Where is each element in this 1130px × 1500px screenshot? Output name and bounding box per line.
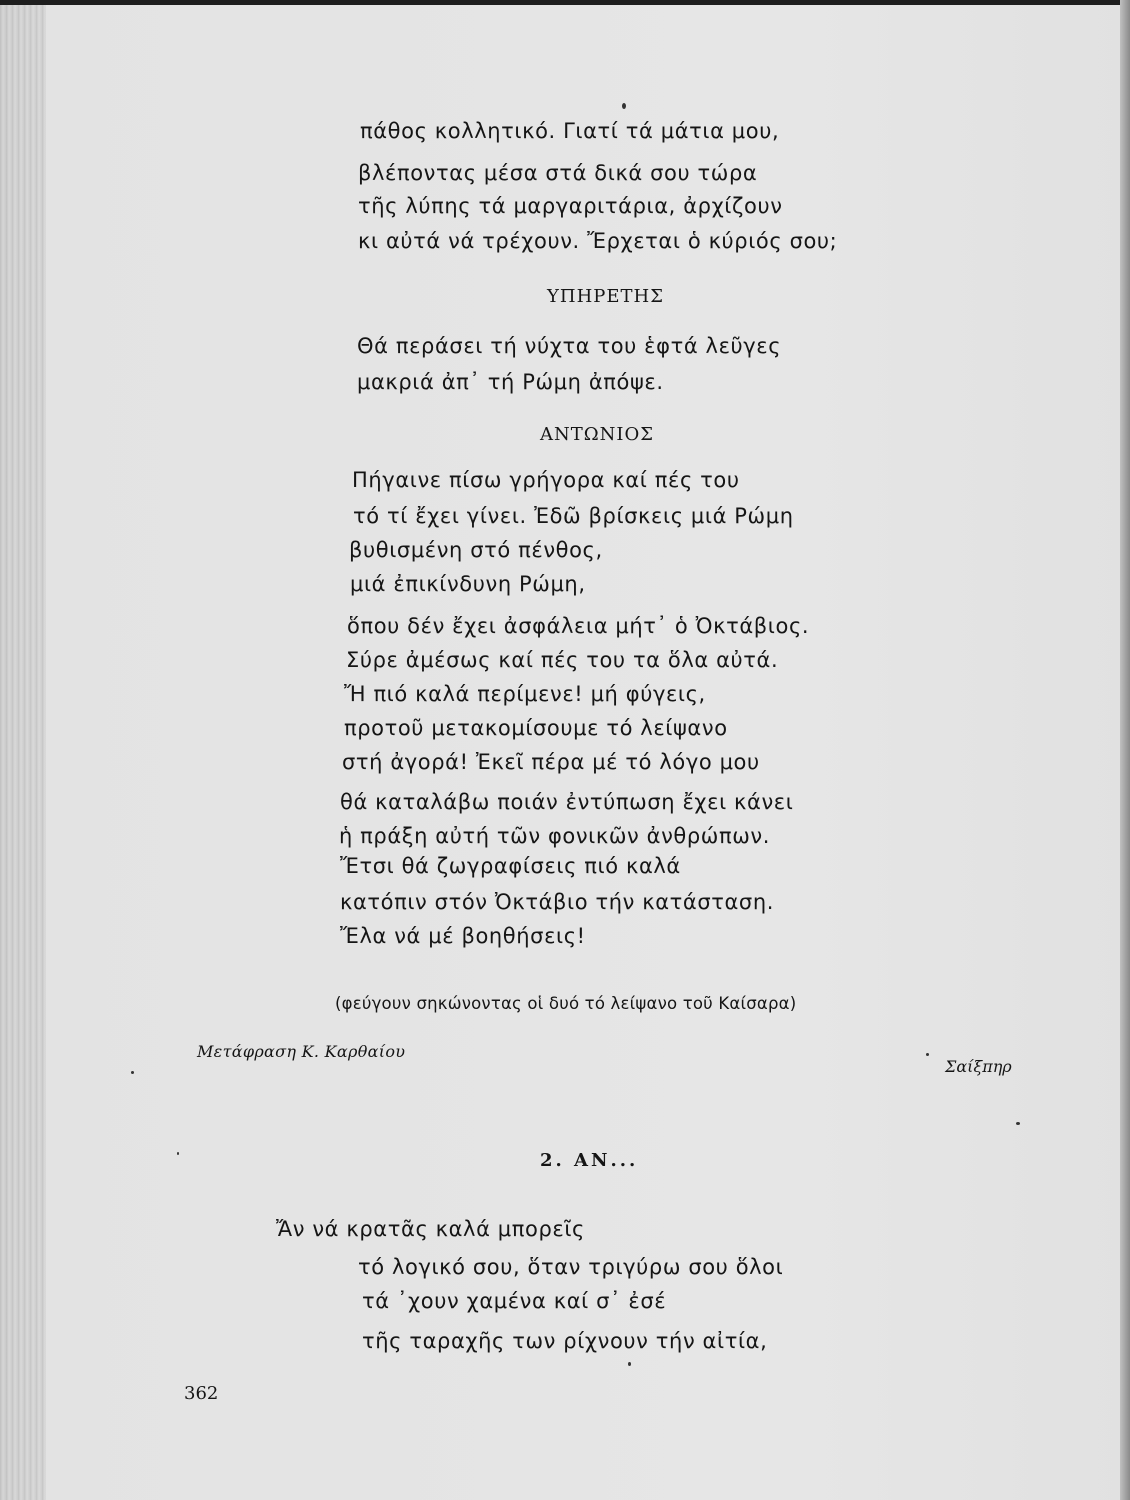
verse-line: Ἔτσι θά ζωγραφίσεις πιό καλά bbox=[340, 854, 681, 878]
poem-title: 2. ΑΝ... bbox=[540, 1150, 639, 1171]
verse-line: κι αὐτά νά τρέχουν. Ἔρχεται ὁ κύριός σου; bbox=[358, 229, 838, 253]
poem-line: Ἄν νά κρατᾶς καλά μπορεῖς bbox=[276, 1217, 585, 1241]
verse-line: στή ἀγορά! Ἐκεῖ πέρα μέ τό λόγο μου bbox=[342, 750, 760, 774]
speaker-name: ΥΠΗΡΕΤΗΣ bbox=[547, 286, 664, 307]
verse-line: Σύρε ἀμέσως καί πές του τα ὅλα αὐτά. bbox=[346, 648, 779, 672]
scan-speck bbox=[926, 1053, 929, 1056]
poem-line: τά ᾿χουν χαμένα καί σ᾿ ἐσέ bbox=[362, 1289, 667, 1313]
verse-line: Ἤ πιό καλά περίμενε! μή φύγεις, bbox=[344, 682, 706, 706]
verse-line: Πήγαινε πίσω γρήγορα καί πές του bbox=[352, 468, 740, 492]
stage-direction: (φεύγουν σηκώνοντας οἱ δυό τό λείψανο τοῦ Καίσαρα) bbox=[335, 994, 797, 1013]
verse-line: ἡ πράξη αὐτή τῶν φονικῶν ἀνθρώπων. bbox=[339, 824, 771, 848]
scan-speck bbox=[1016, 1122, 1020, 1125]
translation-credit: Μετάφραση Κ. Καρθαίου bbox=[197, 1042, 406, 1061]
verse-line: Ἔλα νά μέ βοηθήσεις! bbox=[340, 924, 586, 948]
verse-line: θά καταλάβω ποιάν ἐντύπωση ἔχει κάνει bbox=[340, 790, 794, 814]
scan-speck bbox=[177, 1152, 179, 1155]
verse-line: μακριά ἀπ᾿ τή Ρώμη ἀπόψε. bbox=[357, 370, 664, 394]
verse-line: προτοῦ μετακομίσουμε τό λείψανο bbox=[344, 716, 728, 740]
page-stack-edge bbox=[0, 0, 46, 1500]
verse-line: ὅπου δέν ἔχει ἀσφάλεια μήτ᾿ ὁ Ὀκτάβιος. bbox=[347, 614, 810, 638]
page-number: 362 bbox=[184, 1383, 219, 1404]
verse-line: τό τί ἔχει γίνει. Ἐδῶ βρίσκεις μιά Ρώμη bbox=[353, 504, 794, 528]
poem-line: τῆς ταραχῆς των ρίχνουν τήν αἰτία, bbox=[362, 1329, 768, 1353]
verse-line: βλέποντας μέσα στά δικά σου τώρα bbox=[358, 161, 758, 185]
verse-line: κατόπιν στόν Ὀκτάβιο τήν κατάσταση. bbox=[340, 890, 775, 914]
speaker-name: ΑΝΤΩΝΙΟΣ bbox=[540, 424, 655, 445]
scan-speck bbox=[628, 1362, 631, 1366]
verse-line: πάθος κολλητικό. Γιατί τά μάτια μου, bbox=[360, 119, 780, 143]
scan-speck bbox=[622, 103, 626, 109]
scan-speck bbox=[131, 1071, 134, 1074]
verse-line: Θά περάσει τή νύχτα του ἑφτά λεῦγες bbox=[357, 334, 782, 358]
verse-line: βυθισμένη στό πένθος, bbox=[349, 538, 603, 562]
poem-line: τό λογικό σου, ὅταν τριγύρω σου ὅλοι bbox=[358, 1255, 784, 1279]
scan-right-edge bbox=[1120, 0, 1130, 1500]
verse-line: τῆς λύπης τά μαργαριτάρια, ἀρχίζουν bbox=[358, 194, 783, 218]
author-name: Σαίξπηρ bbox=[945, 1057, 1012, 1076]
scan-top-edge bbox=[0, 0, 1130, 5]
verse-line: μιά ἐπικίνδυνη Ρώμη, bbox=[350, 572, 586, 596]
